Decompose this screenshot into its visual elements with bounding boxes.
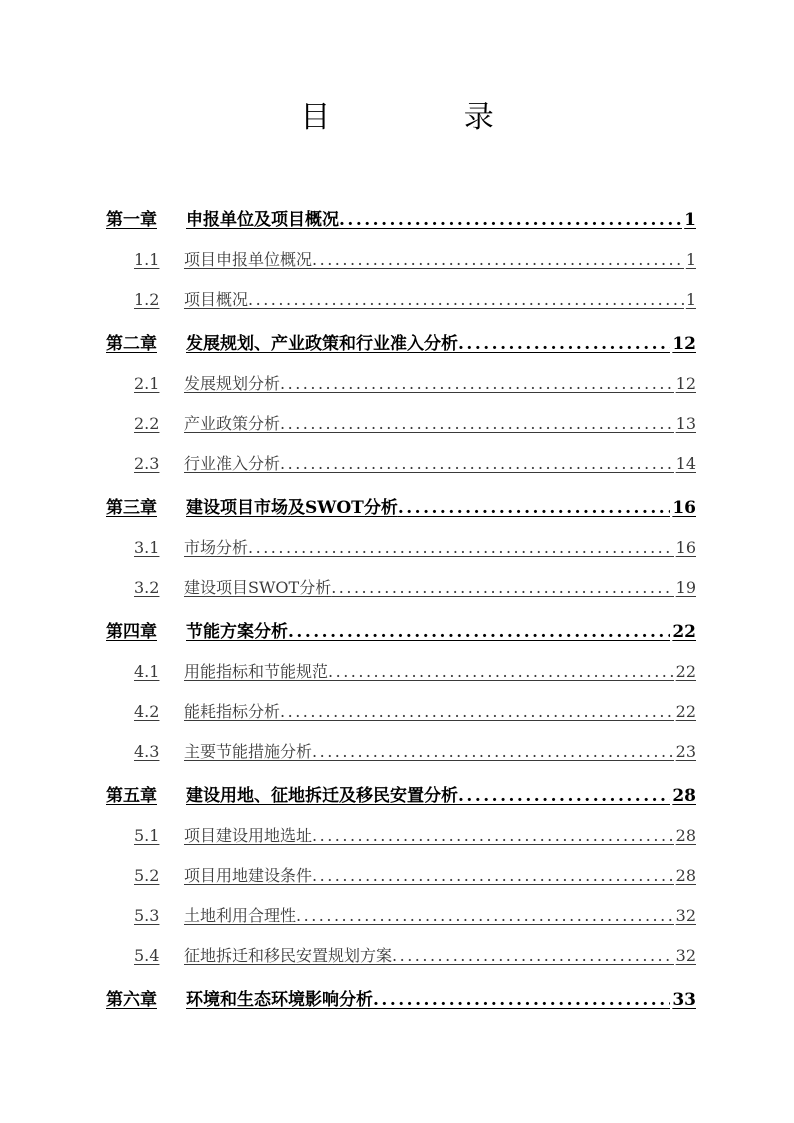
toc-page-number: 1	[684, 210, 696, 230]
toc-entry-title: 项目申报单位概况	[184, 250, 313, 269]
toc-chapter-link[interactable]	[106, 766, 696, 810]
toc-section-link[interactable]	[134, 810, 696, 850]
toc-page-number: 32	[675, 906, 696, 925]
toc-entry-number: 5.3	[134, 906, 160, 925]
toc-entry-number: 第五章	[106, 786, 157, 806]
toc-entry-number: 2.2	[134, 414, 160, 433]
toc-entry-number: 5.4	[134, 946, 160, 965]
toc-section-link[interactable]	[134, 646, 696, 686]
toc-page-number: 32	[675, 946, 696, 965]
toc-entry-number: 3.2	[134, 578, 160, 597]
toc-section-link[interactable]	[134, 930, 696, 970]
toc-entry-number: 1.1	[134, 250, 160, 269]
toc-leader-dots	[312, 250, 684, 269]
toc-entry-number: 第二章	[106, 334, 157, 354]
toc-entry-title: 建设项目SWOT分析	[184, 578, 332, 597]
toc-entry-title: 发展规划、产业政策和行业准入分析	[186, 334, 458, 354]
toc-entry-number: 4.1	[134, 662, 160, 681]
toc-entry-number: 5.2	[134, 866, 160, 885]
toc-leader-dots	[331, 578, 673, 597]
toc-page-number: 23	[675, 742, 696, 761]
toc-chapter-link[interactable]	[106, 970, 696, 1014]
toc-entry-title: 土地利用合理性	[184, 906, 297, 925]
toc-entry-title: 用能指标和节能规范	[184, 662, 329, 681]
toc-page-number: 19	[675, 578, 696, 597]
toc-page-number: 16	[672, 498, 696, 518]
toc-leader-dots	[280, 702, 674, 721]
toc-page-number: 28	[675, 866, 696, 885]
page-title: 目 录	[300, 100, 556, 135]
toc-page-number: 22	[672, 622, 696, 642]
toc-page-number: 22	[675, 662, 696, 681]
toc-page-number: 22	[675, 702, 696, 721]
toc-leader-dots	[312, 826, 674, 845]
toc-page-number: 12	[672, 334, 696, 354]
toc-entry-number: 1.2	[134, 290, 160, 309]
toc-leader-dots	[458, 786, 670, 806]
toc-entry-number: 3.1	[134, 538, 160, 557]
toc-entry-title: 征地拆迁和移民安置规划方案	[184, 946, 393, 965]
toc-leader-dots	[339, 210, 682, 230]
table-of-contents	[106, 190, 696, 1014]
toc-entry-number: 第三章	[106, 498, 157, 518]
toc-entry-number: 5.1	[134, 826, 160, 845]
toc-leader-dots	[312, 742, 674, 761]
toc-section-link[interactable]	[134, 438, 696, 478]
toc-entry-title: 产业政策分析	[184, 414, 281, 433]
toc-section-link[interactable]	[134, 358, 696, 398]
toc-entry-title: 行业准入分析	[184, 454, 281, 473]
toc-section-link[interactable]	[134, 726, 696, 766]
toc-section-link[interactable]	[134, 274, 696, 314]
toc-page-number: 1	[685, 250, 696, 269]
toc-page-number: 16	[675, 538, 696, 557]
toc-entry-title: 能耗指标分析	[184, 702, 281, 721]
toc-entry-number: 第一章	[106, 210, 157, 230]
toc-leader-dots	[458, 334, 670, 354]
toc-entry-number: 2.1	[134, 374, 160, 393]
toc-page-number: 33	[672, 990, 696, 1010]
toc-page-number: 13	[675, 414, 696, 433]
toc-entry-title: 环境和生态环境影响分析	[186, 990, 373, 1010]
toc-page-number: 1	[685, 290, 696, 309]
toc-leader-dots	[280, 454, 674, 473]
toc-entry-title: 节能方案分析	[186, 622, 288, 642]
toc-leader-dots	[280, 374, 674, 393]
toc-section-link[interactable]	[134, 562, 696, 602]
toc-leader-dots	[296, 906, 674, 925]
toc-leader-dots	[328, 662, 674, 681]
toc-section-link[interactable]	[134, 398, 696, 438]
toc-chapter-link[interactable]	[106, 190, 696, 234]
toc-section-link[interactable]	[134, 234, 696, 274]
toc-leader-dots	[288, 622, 670, 642]
toc-leader-dots	[312, 866, 674, 885]
toc-chapter-link[interactable]	[106, 478, 696, 522]
toc-leader-dots	[248, 538, 674, 557]
toc-entry-number: 4.2	[134, 702, 160, 721]
toc-page-number: 12	[675, 374, 696, 393]
toc-leader-dots	[398, 498, 671, 518]
toc-section-link[interactable]	[134, 850, 696, 890]
toc-leader-dots	[373, 990, 670, 1010]
toc-section-link[interactable]	[134, 686, 696, 726]
toc-chapter-link[interactable]	[106, 602, 696, 646]
toc-entry-number: 第六章	[106, 990, 157, 1010]
toc-section-link[interactable]	[134, 522, 696, 562]
toc-entry-number: 第四章	[106, 622, 157, 642]
toc-page-number: 28	[675, 826, 696, 845]
toc-entry-title: 主要节能措施分析	[184, 742, 313, 761]
toc-entry-title: 项目概况	[184, 290, 249, 309]
toc-entry-title: 申报单位及项目概况	[186, 210, 339, 230]
toc-chapter-link[interactable]	[106, 314, 696, 358]
toc-leader-dots	[248, 290, 684, 309]
toc-entry-title: 项目建设用地选址	[184, 826, 313, 845]
toc-entry-number: 2.3	[134, 454, 160, 473]
toc-leader-dots	[280, 414, 674, 433]
toc-entry-title: 项目用地建设条件	[184, 866, 313, 885]
toc-page-number: 14	[675, 454, 696, 473]
toc-entry-title: 发展规划分析	[184, 374, 281, 393]
toc-entry-title: 建设用地、征地拆迁及移民安置分析	[186, 786, 458, 806]
toc-entry-number: 4.3	[134, 742, 160, 761]
toc-entry-title: 市场分析	[184, 538, 249, 557]
toc-section-link[interactable]	[134, 890, 696, 930]
toc-leader-dots	[392, 946, 674, 965]
toc-page-number: 28	[672, 786, 696, 806]
toc-entry-title: 建设项目市场及SWOT分析	[186, 498, 398, 518]
